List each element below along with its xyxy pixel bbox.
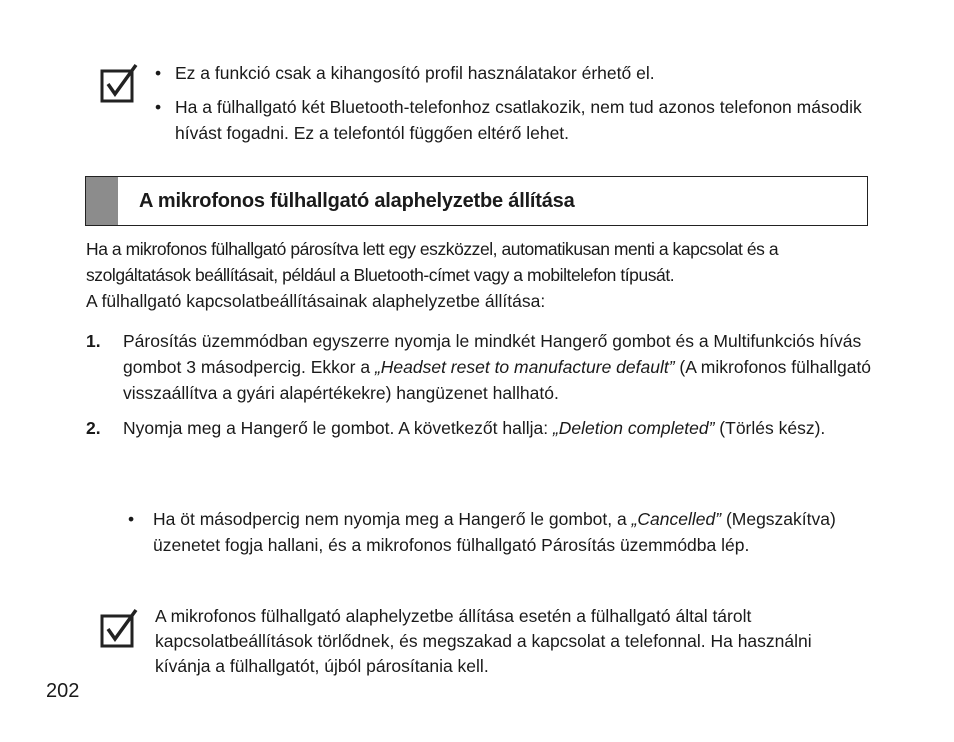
sub-bullet-item xyxy=(128,506,868,558)
step-quote: „Headset reset to manufacture default” xyxy=(374,357,675,377)
steps-list xyxy=(86,328,876,450)
sub-bullet-list xyxy=(128,506,868,566)
note-bullet-item xyxy=(153,94,873,146)
section-title: A mikrofonos fülhallgató alaphelyzetbe állítása xyxy=(139,190,575,212)
note-bottom-text: A mikrofonos fülhallgató alaphelyzetbe állítása esetén a fülhallgató által tárolt kapcsolatbeállítások törlődnek, és megszakad a kapcsolat a telefonnal. Ha használni kívánja a fülhallgatót, újból párosítania kell. xyxy=(155,606,812,676)
step-number: 2. xyxy=(86,418,101,438)
step-text: (Törlés kész). xyxy=(714,418,826,438)
section-heading-bar xyxy=(85,176,868,226)
intro-paragraph: Ha a mikrofonos fülhallgató párosítva lett egy eszközzel, automatikusan menti a kapcsolat és a szolgáltatások beállításait, például a Bluetooth-címet vagy a mobiltelefon típusát. xyxy=(86,239,779,285)
bullet-glyph: • xyxy=(128,509,135,529)
step-text: Párosítás üzemmódban egyszerre nyomja le mindkét Hangerő gombot és a Multifunkciós hívás gombot 3 másodpercig. Ekkor a xyxy=(123,331,862,377)
note-bullet-text: Ha a fülhallgató két Bluetooth-telefonhoz csatlakozik, nem tud azonos telefonon második hívást fogadni. Ez a telefontól függően eltérő lehet. xyxy=(175,97,862,143)
note-bullet-text: Ez a funkció csak a kihangosító profil használatakor érhető el. xyxy=(175,63,655,83)
note-top-bullets xyxy=(153,60,873,154)
note-checkbox-icon xyxy=(100,608,140,648)
intro-block xyxy=(86,236,876,314)
note-bullet-item xyxy=(153,60,873,86)
step-item xyxy=(86,415,876,441)
sub-bullet-quote: „Cancelled” xyxy=(631,509,722,529)
step-item xyxy=(86,328,876,406)
sub-bullet-text: (Megszakítva) üzenetet fogja hallani, és a mikrofonos fülhallgató Párosítás üzemmódba lép. xyxy=(153,509,836,555)
sub-bullet-text: Ha öt másodpercig nem nyomja meg a Hangerő le gombot, a xyxy=(153,509,632,529)
step-text: (A mikrofonos fülhallgató visszaállítva a gyári alapértékekre) hangüzenet hallható. xyxy=(123,357,872,403)
section-heading-tab xyxy=(86,177,118,225)
step-text: Nyomja meg a Hangerő le gombot. A következőt hallja: xyxy=(123,418,553,438)
page-number: 202 xyxy=(46,680,80,702)
step-number: 1. xyxy=(86,331,101,351)
bullet-glyph: • xyxy=(155,97,162,117)
step-quote: „Deletion completed” xyxy=(552,418,715,438)
intro-paragraph: A fülhallgató kapcsolatbeállításainak alaphelyzetbe állítása: xyxy=(86,291,546,311)
bullet-glyph: • xyxy=(155,63,162,83)
note-checkbox-icon xyxy=(100,63,140,103)
